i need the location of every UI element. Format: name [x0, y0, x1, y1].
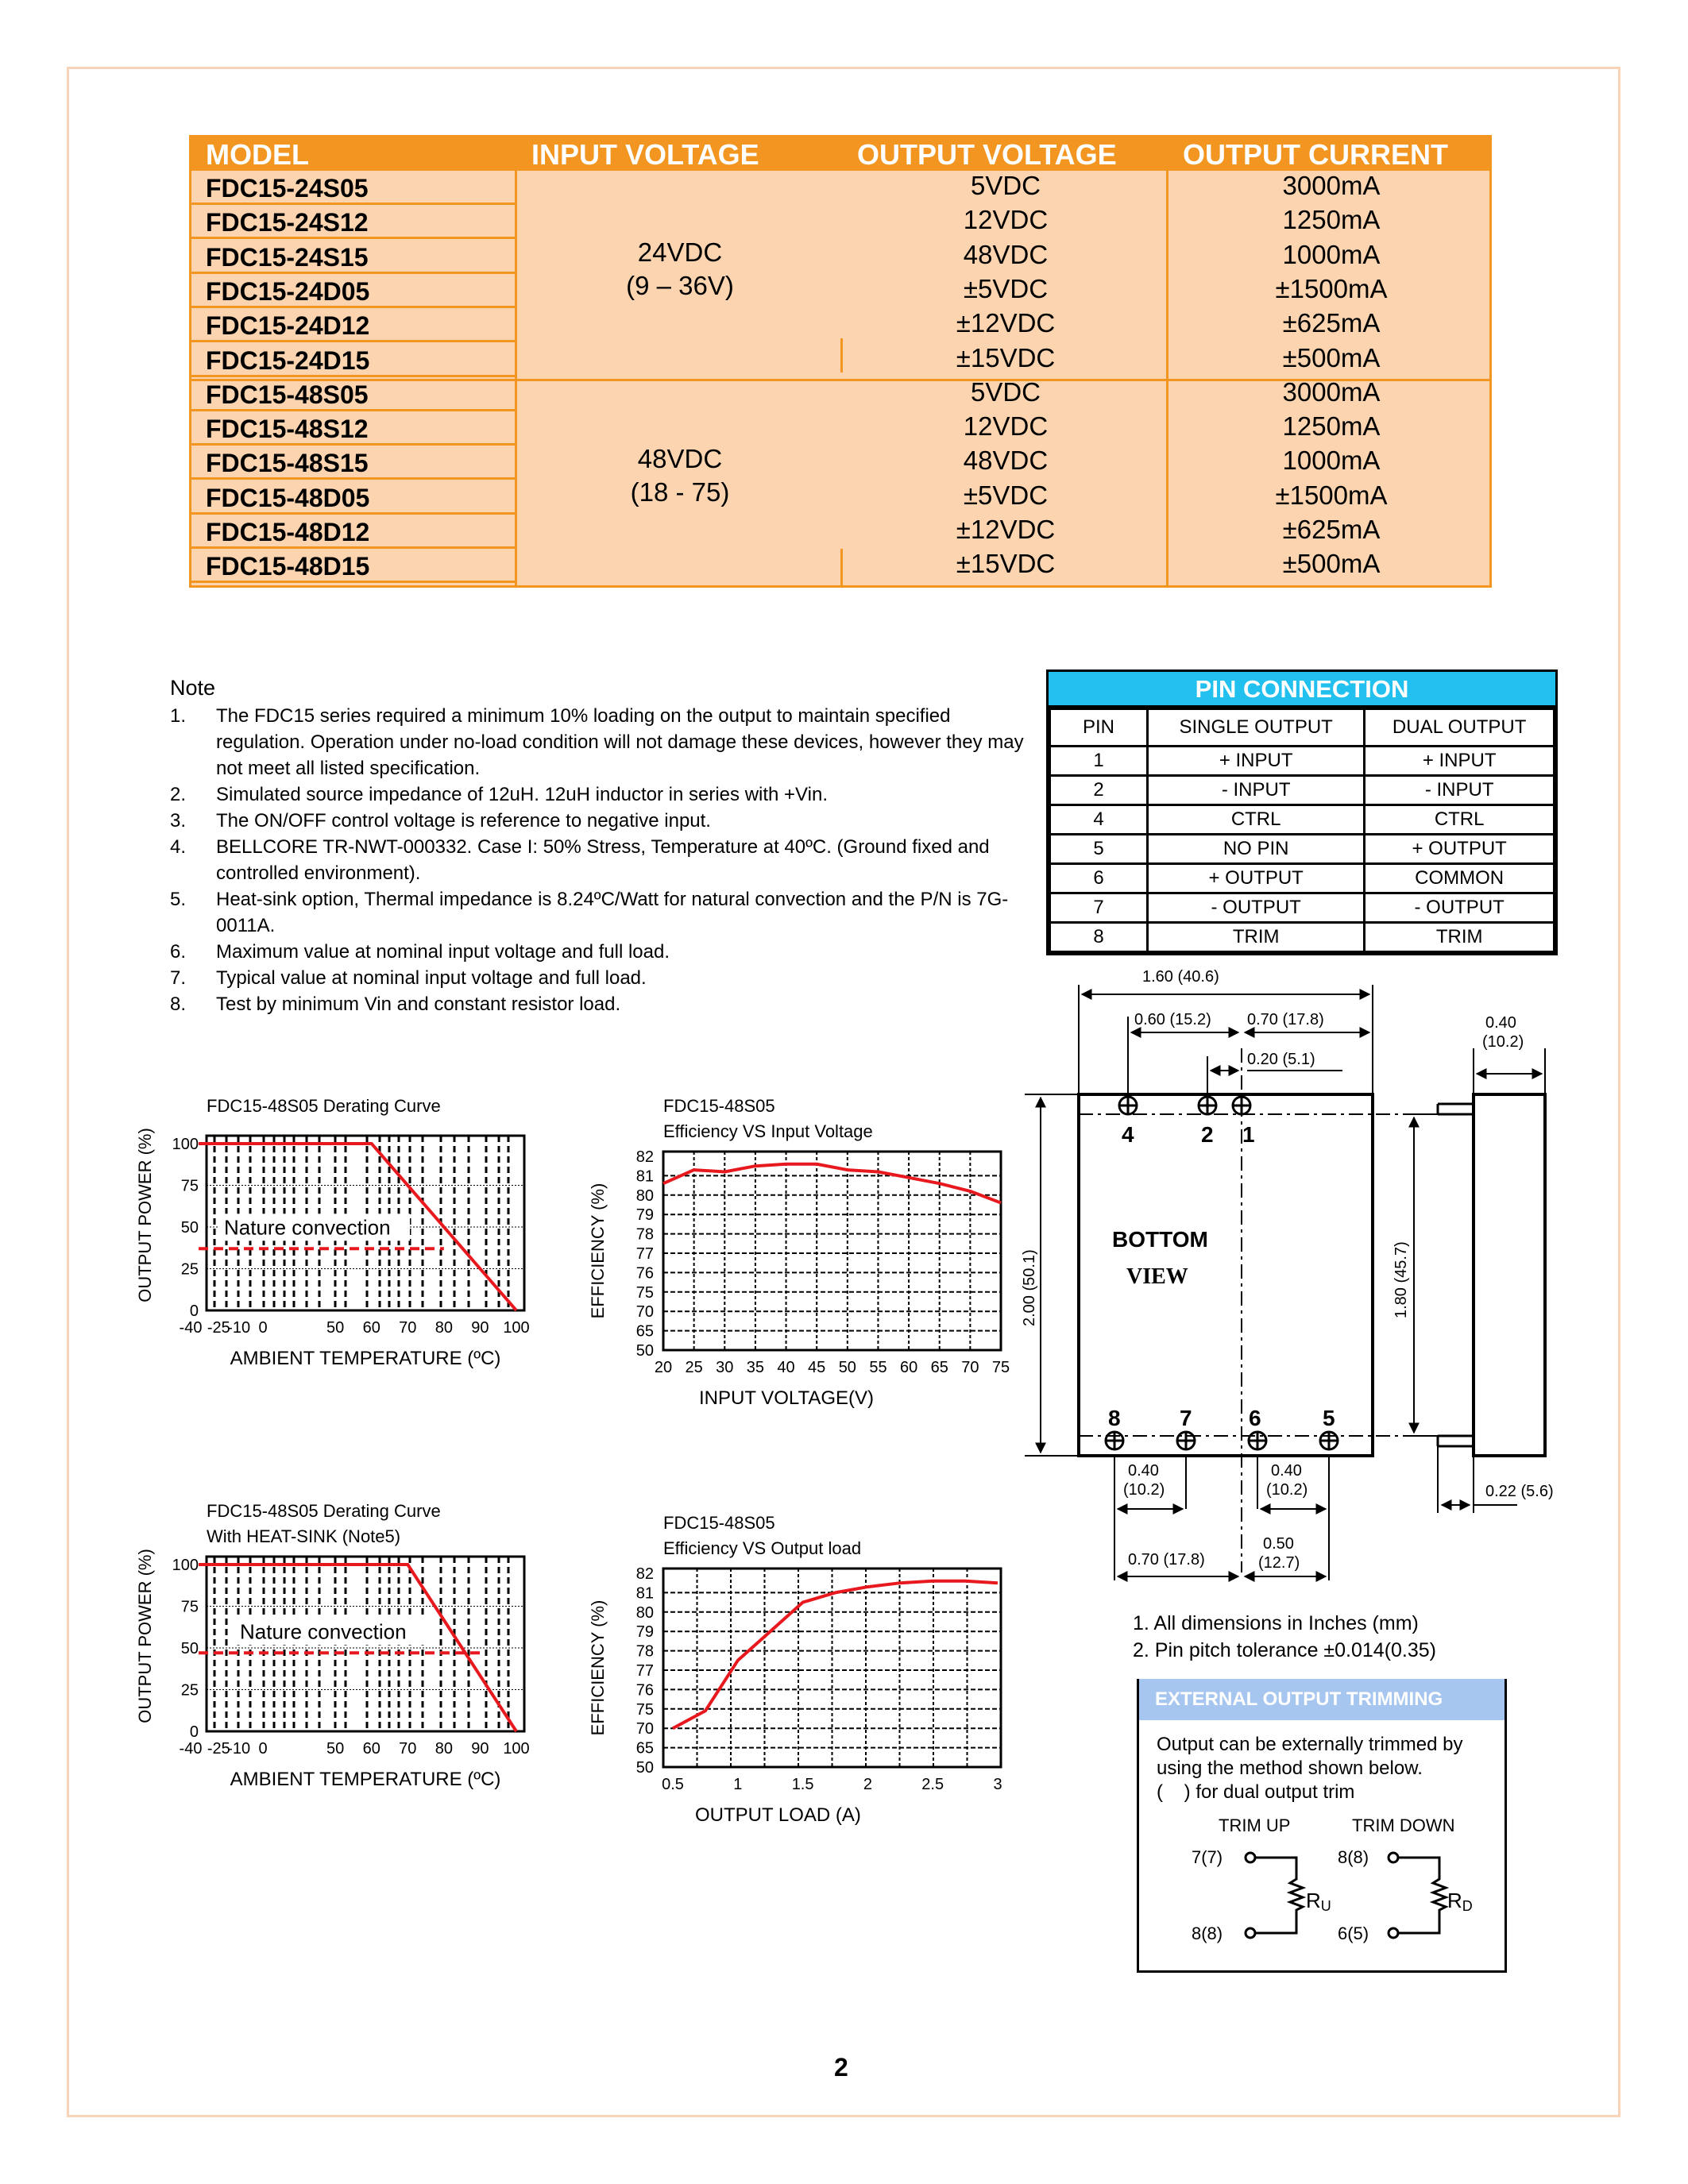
- y-tick-label: 77: [635, 1245, 654, 1263]
- efficiency-line: [673, 1581, 998, 1728]
- output-current-cell: ±500mA: [1282, 549, 1381, 579]
- x-tick-label: 0: [258, 1740, 268, 1758]
- y-tick-label: 50: [180, 1219, 199, 1237]
- dual-output-cell: + OUTPUT: [1365, 835, 1555, 864]
- dual-output-cell: COMMON: [1365, 864, 1555, 893]
- y-tick-label: 75: [180, 1177, 199, 1195]
- x-tick-label: 80: [435, 1740, 453, 1758]
- input-voltage-value: 24VDC: [637, 237, 723, 267]
- dim-total-width: 1.60 (40.6): [1142, 968, 1219, 986]
- chart-svg: [127, 1088, 572, 1422]
- chart-subtitle: Efficiency VS Output load: [663, 1538, 862, 1558]
- pin-row: [1050, 835, 1555, 864]
- output-voltage-cell: 48VDC: [963, 446, 1049, 476]
- output-current-cell: 1250mA: [1282, 411, 1381, 442]
- dual-output-cell: TRIM: [1365, 923, 1555, 952]
- x-tick-label: 55: [869, 1359, 887, 1376]
- note-text: Test by minimum Vin and constant resistor load.: [216, 994, 621, 1015]
- pin-number-cell: 4: [1050, 805, 1148, 835]
- dimension-notes: [1133, 1610, 1436, 1664]
- model-cell: FDC15-24D15: [191, 343, 517, 377]
- y-tick-label: 75: [180, 1598, 199, 1616]
- pin-number-cell: 7: [1050, 893, 1148, 923]
- trim-up-bottom-pin: 8(8): [1192, 1924, 1223, 1943]
- y-tick-label: 82: [635, 1148, 654, 1166]
- x-tick-label: 0: [258, 1319, 268, 1337]
- y-axis-label: OUTPUT POWER (%): [135, 1549, 155, 1723]
- output-voltage-cell: 48VDC: [963, 239, 1049, 269]
- pin-5-symbol: [1320, 1432, 1338, 1449]
- single-output-cell: - OUTPUT: [1148, 893, 1365, 923]
- y-tick-label: 100: [172, 1557, 199, 1574]
- terminal-icon: [1389, 1928, 1398, 1938]
- y-tick-label: 80: [635, 1603, 654, 1622]
- chart-title: FDC15-48S05 Derating Curve: [207, 1501, 441, 1521]
- output-voltage-cell: ±15VDC: [956, 342, 1056, 372]
- x-tick-label: 0.5: [662, 1776, 684, 1793]
- y-tick-label: 65: [635, 1322, 654, 1341]
- pin-6-symbol: [1249, 1432, 1266, 1449]
- dim-bot-span2-mm: (12.7): [1258, 1554, 1300, 1572]
- plot-frame: [663, 1152, 1001, 1350]
- single-output-cell: TRIM: [1148, 923, 1365, 952]
- pin-label-8: 8: [1108, 1406, 1121, 1430]
- efficiency-vs-load-chart: [580, 1505, 1025, 1843]
- chart-svg: [580, 1088, 1025, 1422]
- x-tick-label: 50: [326, 1740, 345, 1758]
- page-number: 2: [834, 2053, 848, 2082]
- y-tick-label: 78: [635, 1642, 654, 1661]
- note-number: 5.: [170, 889, 187, 910]
- y-axis-label: EFFICIENCY (%): [588, 1183, 608, 1319]
- efficiency-vs-input-chart: [580, 1088, 1025, 1422]
- resistor-rd-icon: [1398, 1858, 1446, 1933]
- dimension-note-1: 1. All dimensions in Inches (mm): [1133, 1612, 1419, 1634]
- module-side-view: [1474, 1094, 1545, 1456]
- model-table: [189, 135, 1492, 588]
- input-voltage-cell: [517, 442, 843, 509]
- x-tick-label: 75: [991, 1359, 1010, 1376]
- note-number: 3.: [170, 810, 187, 832]
- y-tick-label: 77: [635, 1662, 654, 1680]
- trimming-desc-line-3: ( ) for dual output trim: [1157, 1781, 1355, 1803]
- note-text: Maximum value at nominal input voltage and full load.: [216, 941, 670, 963]
- output-voltage-cell: ±12VDC: [956, 515, 1056, 544]
- output-current-cell: 1250mA: [1282, 205, 1381, 235]
- y-tick-label: 79: [635, 1206, 654, 1225]
- x-tick-label: 3: [993, 1776, 1002, 1793]
- model-cell: FDC15-24S05: [191, 171, 517, 205]
- output-current-cell: ±625mA: [1282, 308, 1381, 338]
- pin-8-symbol: [1106, 1432, 1123, 1449]
- dim-bot-right-mm: (10.2): [1266, 1481, 1308, 1499]
- x-tick-label: 60: [362, 1319, 380, 1337]
- x-tick-label: 20: [654, 1359, 673, 1376]
- trimming-description: [1157, 1733, 1463, 1804]
- header-output-current: OUTPUT CURRENT: [1183, 138, 1448, 171]
- model-cell: FDC15-24S15: [191, 240, 517, 274]
- dimension-note-2: 2. Pin pitch tolerance ±0.014(0.35): [1133, 1639, 1437, 1661]
- model-cell: FDC15-48D05: [191, 480, 517, 515]
- trim-up-label: TRIM UP: [1219, 1815, 1291, 1835]
- output-voltage-cell: 5VDC: [970, 171, 1041, 200]
- pin-1-symbol: [1233, 1097, 1250, 1114]
- chart-svg: [580, 1505, 1025, 1843]
- trim-down-bottom-pin: 6(5): [1338, 1924, 1369, 1943]
- pin-header-single: SINGLE OUTPUT: [1148, 709, 1365, 747]
- dim-side-width: 0.40: [1485, 1014, 1516, 1032]
- x-tick-label: -25: [207, 1740, 230, 1758]
- pin-label-7: 7: [1180, 1406, 1192, 1430]
- dual-output-cell: - OUTPUT: [1365, 893, 1555, 923]
- view-label: VIEW: [1126, 1264, 1188, 1289]
- trim-down-top-pin: 8(8): [1338, 1847, 1369, 1867]
- y-tick-label: 100: [172, 1136, 199, 1153]
- note-item: [170, 703, 1028, 781]
- y-tick-label: 78: [635, 1225, 654, 1244]
- output-current-cell: ±500mA: [1282, 342, 1381, 372]
- x-tick-label: 60: [899, 1359, 918, 1376]
- model-cell: FDC15-48D15: [191, 549, 517, 583]
- dim-pin-length: 0.22 (5.6): [1485, 1483, 1554, 1500]
- y-tick-label: 50: [180, 1640, 199, 1657]
- dim-pin-gap: 0.20 (5.1): [1247, 1051, 1315, 1068]
- notes-title: Note: [170, 676, 216, 700]
- pin-row: [1050, 923, 1555, 952]
- pin-number-cell: 2: [1050, 776, 1148, 805]
- pin-label-4: 4: [1122, 1122, 1134, 1147]
- note-number: 1.: [170, 705, 187, 727]
- y-tick-label: 80: [635, 1187, 654, 1205]
- dim-bot-span2: 0.50: [1263, 1535, 1294, 1553]
- dim-side-width-mm: (10.2): [1482, 1033, 1524, 1051]
- x-tick-label: 70: [399, 1740, 417, 1758]
- external-trimming-box: [1137, 1679, 1507, 1973]
- x-tick-label: -40: [179, 1319, 203, 1337]
- note-item: [170, 991, 1028, 1017]
- x-tick-label: 35: [746, 1359, 765, 1376]
- notes: [170, 675, 1028, 1017]
- x-tick-label: 60: [362, 1740, 380, 1758]
- single-output-cell: CTRL: [1148, 805, 1365, 835]
- pin-connection-title: PIN CONNECTION: [1049, 672, 1555, 708]
- x-tick-label: -25: [207, 1319, 230, 1337]
- chart-subtitle: With HEAT-SINK (Note5): [207, 1526, 401, 1546]
- trimming-desc-line-2: using the method shown below.: [1157, 1758, 1423, 1779]
- x-tick-label: -10: [227, 1319, 251, 1337]
- y-axis-label: OUTPUT POWER (%): [135, 1128, 155, 1302]
- chart-annotation: Nature convection: [224, 1215, 391, 1240]
- output-voltage-cell: 12VDC: [963, 205, 1049, 235]
- dim-inner-height: 1.80 (45.7): [1393, 1241, 1410, 1318]
- output-current-cell: 1000mA: [1282, 239, 1381, 269]
- note-item: [170, 834, 1028, 886]
- pin-number-cell: 5: [1050, 835, 1148, 864]
- output-current-cell: 1000mA: [1282, 446, 1381, 476]
- model-cell: FDC15-48D12: [191, 515, 517, 549]
- single-output-cell: + INPUT: [1148, 747, 1365, 776]
- model-cell: FDC15-24D05: [191, 274, 517, 308]
- model-cell: FDC15-48S05: [191, 377, 517, 411]
- y-tick-label: 70: [635, 1720, 654, 1738]
- dual-output-cell: CTRL: [1365, 805, 1555, 835]
- x-tick-label: 30: [716, 1359, 734, 1376]
- note-text: BELLCORE TR-NWT-000332. Case I: 50% Stress, Temperature at 40ºC. (Ground fixed and controlled environment).: [216, 836, 990, 884]
- y-tick-label: 75: [635, 1283, 654, 1302]
- pin-connection-table: [1046, 669, 1558, 955]
- y-tick-label: 81: [635, 1584, 654, 1603]
- y-tick-label: 0: [189, 1723, 199, 1741]
- pin-row: [1050, 805, 1555, 835]
- module-body: [1079, 1094, 1373, 1456]
- terminal-icon: [1246, 1928, 1255, 1938]
- header-output-voltage: OUTPUT VOLTAGE: [857, 138, 1117, 171]
- output-voltage-cell: ±5VDC: [963, 480, 1049, 510]
- note-number: 6.: [170, 941, 187, 963]
- output-current-cell: 3000mA: [1282, 171, 1381, 200]
- x-tick-label: 70: [961, 1359, 979, 1376]
- trimming-title: EXTERNAL OUTPUT TRIMMING: [1139, 1679, 1505, 1720]
- note-item: [170, 886, 1028, 939]
- pin-label-5: 5: [1323, 1406, 1335, 1430]
- pin-header-dual: DUAL OUTPUT: [1365, 709, 1555, 747]
- header-input-voltage: INPUT VOLTAGE: [531, 138, 759, 171]
- x-tick-label: 50: [838, 1359, 856, 1376]
- trim-up-top-pin: 7(7): [1192, 1847, 1223, 1867]
- pin-row: [1050, 747, 1555, 776]
- y-tick-label: 76: [635, 1264, 654, 1283]
- note-item: [170, 965, 1028, 991]
- pin-row: [1050, 776, 1555, 805]
- header-model: MODEL: [206, 138, 309, 171]
- x-tick-label: 1: [733, 1776, 743, 1793]
- input-voltage-range: (9 – 36V): [626, 271, 734, 300]
- input-voltage-value: 48VDC: [637, 443, 723, 473]
- pin-7-symbol: [1177, 1432, 1195, 1449]
- y-tick-label: 70: [635, 1303, 654, 1322]
- note-number: 4.: [170, 836, 187, 858]
- dim-bot-right: 0.40: [1271, 1462, 1302, 1480]
- dim-right-seg: 0.70 (17.8): [1247, 1011, 1324, 1028]
- y-tick-label: 50: [635, 1342, 654, 1360]
- y-axis-label: EFFICIENCY (%): [588, 1599, 608, 1736]
- resistor-rd-label: RD: [1447, 1889, 1473, 1914]
- pin-label-1: 1: [1242, 1122, 1255, 1147]
- bottom-view-label: BOTTOM: [1112, 1227, 1208, 1252]
- x-tick-label: 2.5: [921, 1776, 944, 1793]
- chart-svg: [127, 1493, 572, 1843]
- single-output-cell: + OUTPUT: [1148, 864, 1365, 893]
- note-number: 2.: [170, 784, 187, 805]
- model-cell: FDC15-24S12: [191, 205, 517, 239]
- dim-bot-left-mm: (10.2): [1123, 1481, 1165, 1499]
- model-cell: FDC15-48S15: [191, 446, 517, 480]
- chart-title: FDC15-48S05 Derating Curve: [207, 1096, 441, 1116]
- x-axis-label: OUTPUT LOAD (A): [695, 1804, 861, 1826]
- pin-number-cell: 6: [1050, 864, 1148, 893]
- trimming-schematic: [1139, 1806, 1505, 1965]
- note-text: Typical value at nominal input voltage and full load.: [216, 967, 647, 989]
- trim-down-label: TRIM DOWN: [1352, 1815, 1455, 1835]
- y-tick-label: 65: [635, 1739, 654, 1758]
- pin-row: [1050, 864, 1555, 893]
- pin-number-cell: 8: [1050, 923, 1148, 952]
- note-item: [170, 781, 1028, 808]
- chart-title: FDC15-48S05: [663, 1513, 775, 1533]
- x-tick-label: 90: [471, 1319, 489, 1337]
- x-tick-label: 65: [930, 1359, 948, 1376]
- x-axis-label: INPUT VOLTAGE(V): [699, 1387, 875, 1409]
- output-current-cell: ±625mA: [1282, 515, 1381, 544]
- x-tick-label: 100: [503, 1319, 530, 1337]
- resistor-ru-label: RU: [1306, 1889, 1331, 1914]
- x-tick-label: 100: [503, 1740, 530, 1758]
- output-current-cell: 3000mA: [1282, 376, 1381, 407]
- y-tick-label: 75: [635, 1700, 654, 1719]
- x-tick-label: 1.5: [791, 1776, 814, 1793]
- derating-curve-heatsink-chart: [127, 1493, 572, 1843]
- output-current-cell: ±1500mA: [1275, 273, 1388, 303]
- dim-bot-span: 0.70 (17.8): [1128, 1551, 1205, 1569]
- note-text: Simulated source impedance of 12uH. 12uH inductor in series with +Vin.: [216, 784, 828, 805]
- output-voltage-cell: 12VDC: [963, 411, 1049, 442]
- input-voltage-cell: [517, 236, 843, 303]
- output-voltage-cell: ±15VDC: [956, 549, 1056, 579]
- pin-number-cell: 1: [1050, 747, 1148, 776]
- x-tick-label: 2: [863, 1776, 872, 1793]
- input-voltage-range: (18 - 75): [630, 477, 730, 507]
- single-output-cell: NO PIN: [1148, 835, 1365, 864]
- x-axis-label: AMBIENT TEMPERATURE (ºC): [230, 1769, 501, 1790]
- x-tick-label: 25: [685, 1359, 703, 1376]
- y-tick-label: 76: [635, 1681, 654, 1700]
- chart-annotation: Nature convection: [240, 1619, 407, 1644]
- terminal-icon: [1389, 1853, 1398, 1862]
- x-tick-label: 45: [808, 1359, 826, 1376]
- x-tick-label: -10: [227, 1740, 251, 1758]
- output-current-cell: ±1500mA: [1275, 480, 1388, 510]
- dim-height: 2.00 (50.1): [1021, 1249, 1038, 1326]
- pin-2-symbol: [1199, 1097, 1216, 1114]
- pin-row: [1050, 893, 1555, 923]
- y-tick-label: 79: [635, 1623, 654, 1642]
- pin-label-6: 6: [1249, 1406, 1261, 1430]
- y-tick-label: 25: [180, 1260, 199, 1279]
- model-cell: FDC15-24D12: [191, 308, 517, 342]
- note-number: 8.: [170, 994, 187, 1015]
- note-item: [170, 808, 1028, 834]
- dim-bot-left: 0.40: [1128, 1462, 1159, 1480]
- dim-left-seg: 0.60 (15.2): [1134, 1011, 1211, 1028]
- x-tick-label: 40: [777, 1359, 795, 1376]
- y-tick-label: 0: [189, 1302, 199, 1320]
- x-tick-label: 70: [399, 1319, 417, 1337]
- note-text: The FDC15 series required a minimum 10% loading on the output to maintain specified regulation. Operation under no-load condition will not damage these devices, however they may not meet all listed specification.: [216, 705, 1024, 779]
- single-output-cell: - INPUT: [1148, 776, 1365, 805]
- note-text: Heat-sink option, Thermal impedance is 8.24ºC/Watt for natural convection and the P/N is 7G-0011A.: [216, 889, 1009, 936]
- model-table-header: [191, 137, 1489, 171]
- output-voltage-cell: ±12VDC: [956, 308, 1056, 338]
- x-axis-label: AMBIENT TEMPERATURE (ºC): [230, 1348, 501, 1369]
- pin-4-symbol: [1119, 1097, 1137, 1114]
- x-tick-label: -40: [179, 1740, 203, 1758]
- trimming-desc-line-1: Output can be externally trimmed by: [1157, 1734, 1463, 1755]
- y-tick-label: 25: [180, 1681, 199, 1700]
- pin-label-2: 2: [1201, 1122, 1214, 1147]
- dual-output-cell: + INPUT: [1365, 747, 1555, 776]
- x-tick-label: 80: [435, 1319, 453, 1337]
- dual-output-cell: - INPUT: [1365, 776, 1555, 805]
- resistor-ru-icon: [1255, 1858, 1303, 1933]
- derating-curve-chart: [127, 1088, 572, 1422]
- efficiency-line: [663, 1164, 1001, 1203]
- chart-title: FDC15-48S05: [663, 1096, 775, 1116]
- note-text: The ON/OFF control voltage is reference to negative input.: [216, 810, 711, 832]
- chart-subtitle: Efficiency VS Input Voltage: [663, 1121, 873, 1141]
- y-tick-label: 81: [635, 1167, 654, 1186]
- y-tick-label: 50: [635, 1759, 654, 1777]
- x-tick-label: 90: [471, 1740, 489, 1758]
- output-voltage-cell: ±5VDC: [963, 273, 1049, 303]
- terminal-icon: [1246, 1853, 1255, 1862]
- output-voltage-cell: 5VDC: [970, 376, 1041, 407]
- pin-header-pin: PIN: [1050, 709, 1148, 747]
- y-tick-label: 82: [635, 1565, 654, 1583]
- note-item: [170, 939, 1028, 965]
- mechanical-drawing: [1009, 953, 1628, 1588]
- note-number: 7.: [170, 967, 187, 989]
- x-tick-label: 50: [326, 1319, 345, 1337]
- model-cell: FDC15-48S12: [191, 411, 517, 446]
